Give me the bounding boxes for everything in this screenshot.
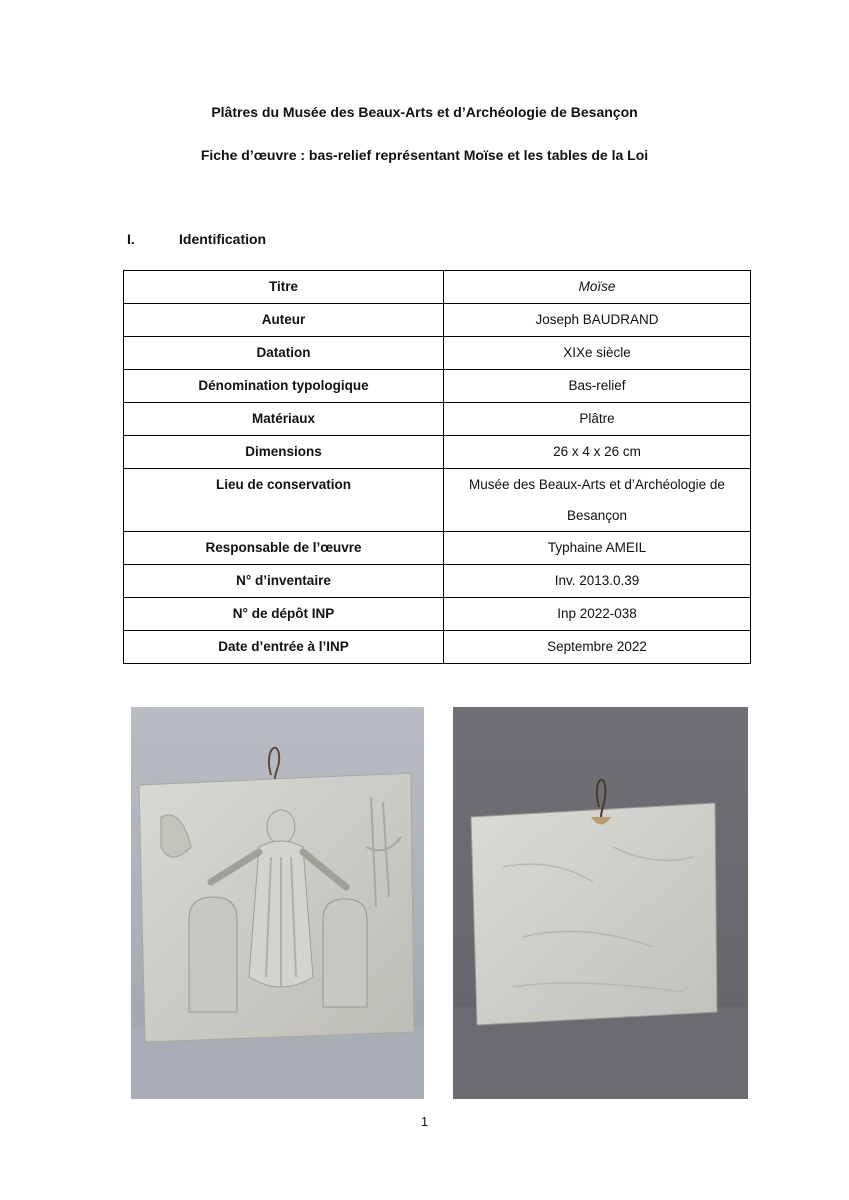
row-value: Inv. 2013.0.39 (444, 565, 751, 598)
table-row (124, 469, 751, 532)
row-label: Matériaux (124, 403, 444, 436)
row-value: Moïse (444, 271, 751, 304)
row-value: Musée des Beaux-Arts et d’Archéologie de Besançon (444, 469, 751, 532)
table-row (124, 304, 751, 337)
table-row (124, 565, 751, 598)
row-value: Joseph BAUDRAND (444, 304, 751, 337)
table-row (124, 436, 751, 469)
row-label: N° d’inventaire (124, 565, 444, 598)
table-row (124, 370, 751, 403)
table-row (124, 337, 751, 370)
row-label: Auteur (124, 304, 444, 337)
bas-relief-front-photo (131, 707, 424, 1099)
page-number: 1 (420, 1114, 429, 1129)
section-number: I. (127, 231, 135, 247)
table-row (124, 631, 751, 664)
section-heading (127, 231, 266, 247)
row-label: Date d’entrée à l’INP (124, 631, 444, 664)
table-row (124, 403, 751, 436)
row-label: Dimensions (124, 436, 444, 469)
identification-table (123, 270, 751, 664)
row-label: Datation (124, 337, 444, 370)
row-label: Dénomination typologique (124, 370, 444, 403)
table-row (124, 271, 751, 304)
table-row (124, 598, 751, 631)
table-row (124, 532, 751, 565)
row-value: Septembre 2022 (444, 631, 751, 664)
document-subtitle: Fiche d’œuvre : bas-relief représentant Moïse et les tables de la Loi (200, 147, 649, 163)
row-label: N° de dépôt INP (124, 598, 444, 631)
row-value: 26 x 4 x 26 cm (444, 436, 751, 469)
section-title: Identification (179, 231, 267, 247)
row-label: Lieu de conservation (124, 469, 444, 532)
row-value: Plâtre (444, 403, 751, 436)
row-value: Inp 2022-038 (444, 598, 751, 631)
row-value: XIXe siècle (444, 337, 751, 370)
row-value: Typhaine AMEIL (444, 532, 751, 565)
bas-relief-back-photo (453, 707, 748, 1099)
row-value: Bas-relief (444, 370, 751, 403)
row-label: Responsable de l’œuvre (124, 532, 444, 565)
row-label: Titre (124, 271, 444, 304)
document-title: Plâtres du Musée des Beaux-Arts et d’Archéologie de Besançon (211, 104, 638, 120)
